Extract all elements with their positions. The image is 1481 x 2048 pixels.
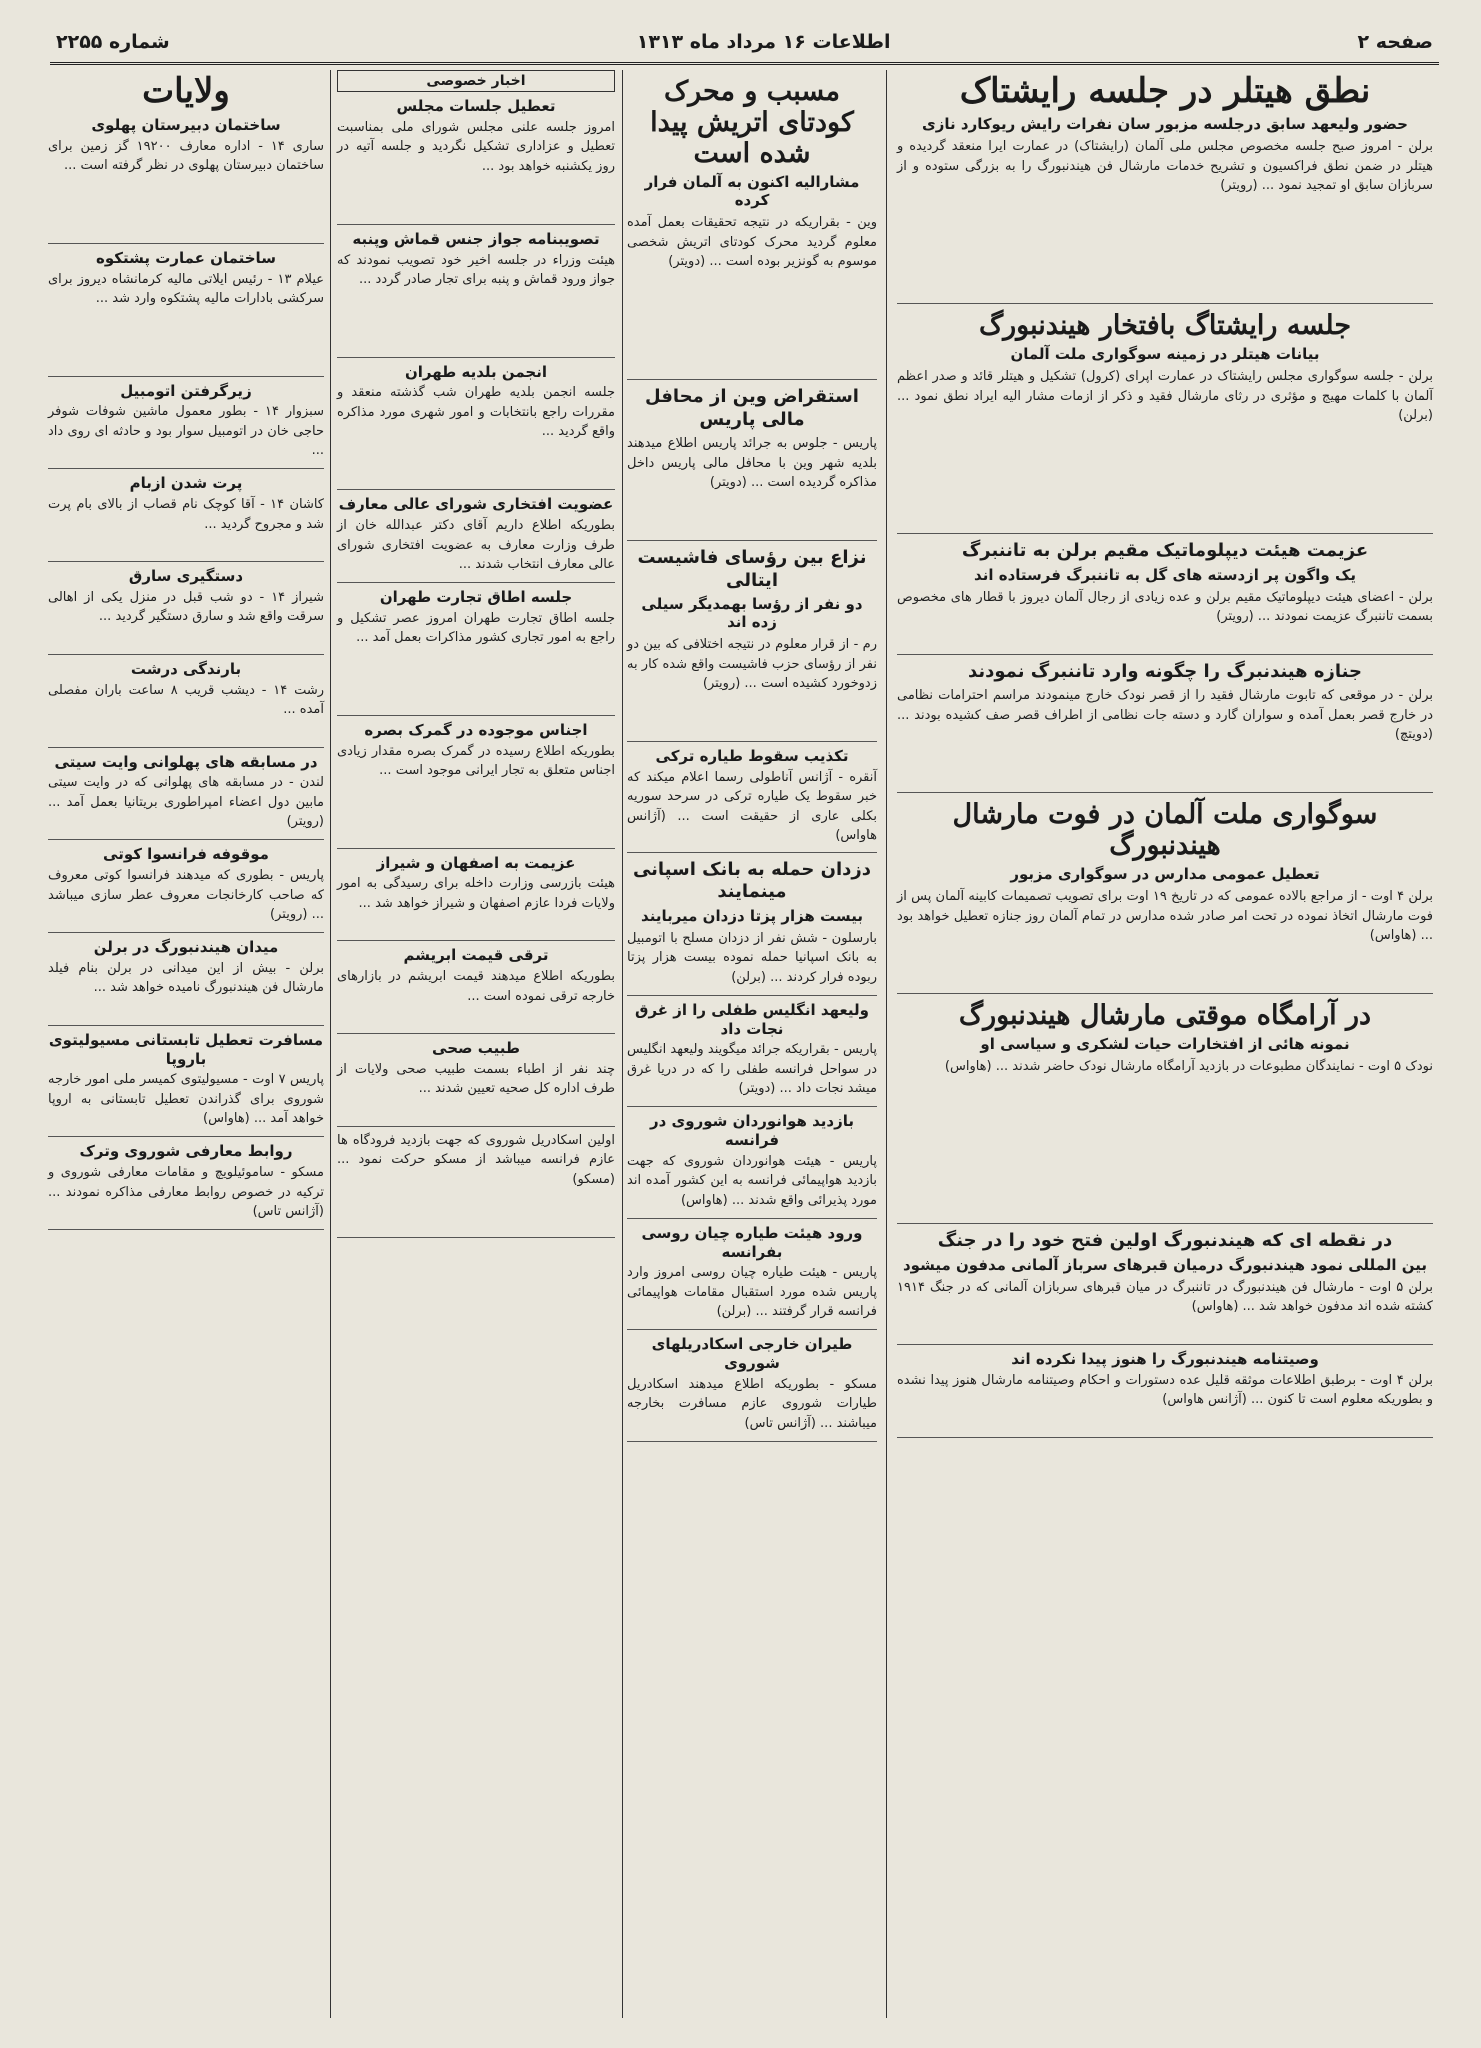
article-body: پاریس - هیئت طیاره چیان روسی امروز وارد پاریس شده مورد استقبال مقامات هواپیمائی فرانسه قرار گرفتند ... (برلن) [627, 1263, 877, 1330]
article-body: بطوریکه اطلاع رسیده در گمرک بصره مقدار زیادی اجناس متعلق به تجار ایرانی موجود است ... [337, 742, 615, 849]
headline: جلسه اطاق تجارت طهران [379, 588, 573, 606]
headline: در نقطه ای که هیندنبورگ اولین فتح خود را در جنگ [937, 1230, 1393, 1252]
deck: مشارالیه اکنون به آلمان فرار کرده [644, 173, 860, 210]
headline: نطق هیتلر در جلسه رایشتاک [959, 71, 1371, 111]
article-body: بطوریکه اطلاع میدهند قیمت ابریشم در بازارهای خارجه ترقی نموده است ... [337, 967, 615, 1034]
article-body: کاشان ۱۴ - آقا کوچک نام قصاب از بالای بام پرت شد و مجروح گردید ... [48, 495, 324, 562]
headline: بازدید هوانوردان شوروی در فرانسه [649, 1112, 855, 1150]
deck: حضور ولیعهد سابق درجلسه مزبور سان نفرات رایش ریوکارد نازی [922, 115, 1408, 134]
issue-info: اطلاعات ۱۶ مرداد ماه ۱۳۱۳ [636, 31, 891, 53]
article-body: برلن ۵ اوت - مارشال فن هیندنبورگ در تاننبرگ در میان قبرهای سربازان آلمانی که در جنگ ۱۹۱۴ کشته شده اند مدفون خواهد شد ... (هاواس) [897, 1278, 1433, 1345]
article-body: بطوریکه اطلاع داریم آقای دکتر عبدالله خان از طرف وزارت معارف به عضویت افتخاری شورای عالی معارف انتخاب شدند ... [337, 516, 615, 583]
headline: موقوفه فرانسوا کوتی [103, 845, 269, 864]
headline: پرت شدن ازبام [129, 474, 243, 493]
deck: بین المللی نمود هیندنبورگ درمیان قبرهای سرباز آلمانی مدفون میشود [902, 1255, 1427, 1274]
article-body: مسکو - بطوریکه اطلاع میدهند اسکادریل طیارات شوروی عازم مسافرت بخارجه میباشند ... (آژانس تاس) [627, 1375, 877, 1442]
article-body: مسکو - ساموئیلویچ و مقامات معارفی شوروی و ترکیه در خصوص روابط معارفی مذاکره نمودند ... (آژانس تاس) [48, 1163, 324, 1230]
headline: در مسابقه های پهلوانی وایت سیتی [54, 752, 318, 771]
article-body: سبزوار ۱۴ - بطور معمول ماشین شوفات شوفر حاجی خان در اتومبیل سوار بود و حادثه ای روی داد ... [48, 402, 324, 469]
headline: مسبب و محرک کودتای اتریش پیدا شده است [650, 76, 854, 170]
article-body: رم - از قرار معلوم در نتیجه اختلافی که بین دو نفر از رؤسای حزب فاشیست واقع شده کار به زدوخورد کشیده است ... (رویتر) [627, 635, 877, 742]
headline: در آرامگاه موقتی مارشال هیندنبورگ [958, 1000, 1372, 1032]
headline: میدان هیندنبورگ در برلن [93, 938, 279, 957]
article-body: عیلام ۱۳ - رئیس ایلاتی مالیه کرمانشاه دیروز برای سرکشی بادارات مالیه پشتکوه وارد شد ... [48, 270, 324, 377]
headline: ولیعهد انگلیس طفلی را از غرق نجات داد [635, 1000, 869, 1038]
headline: اجناس موجوده در گمرک بصره [364, 720, 588, 739]
article-body: بارسلون - شش نفر از دزدان مسلح با اتومبیل به بانک اسپانیا حمله نموده بیست هزار پزتا ربوده فرار کردند ... (برلن) [627, 929, 877, 996]
page-label: صفحه ۲ [1357, 31, 1433, 53]
headline: زیرگرفتن اتومبیل [120, 381, 252, 400]
article-body: ساری ۱۴ - اداره معارف ۱۹۲۰۰ گز زمین برای ساختمان دبیرستان پهلوی در نظر گرفته است ... [48, 137, 324, 244]
headline: تعطیل جلسات مجلس [396, 97, 556, 115]
article-body: جلسه اطاق تجارت طهران امروز عصر تشکیل و راجع به امور تجاری کشور مذاکرات بعمل آمد ... [337, 609, 615, 716]
article-body: هیئت بازرسی وزارت داخله برای رسیدگی به امور ولایات فردا عازم اصفهان و شیراز خواهد شد ... [337, 874, 615, 941]
article-body: پاریس ۷ اوت - مسیولیتوی کمیسر ملی امور خارجه شوروی برای گذراندن تعطیل تابستانی به اروپا خواهد آمد ... (هاواس) [48, 1070, 324, 1137]
article-body: برلن ۴ اوت - از مراجع بالاده عمومی که در تاریخ ۱۹ اوت برای تصویب تصمیمات کابینه آلمان پس از فوت مارشال اتخاذ نموده در تحت امر صادر شده مدارس در تمام آلمان روز جنازه تعطیل خواهد بود ... (هاواس) [897, 887, 1433, 994]
headline: ساختمان دبیرستان پهلوی [91, 116, 281, 135]
article-body: امروز جلسه علنی مجلس شورای ملی بمناسبت تعطیل و عزاداری تشکیل نگردید و جلسه آتیه در روز یکشنبه خواهد بود ... [337, 118, 615, 225]
headline: دستگیری سارق [128, 567, 244, 586]
article-body: پاریس - بقراریکه جرائد میگویند ولیعهد انگلیس در سواحل فرانسه طفلی را که در دریا غرق میشد نجات داد ... (دویتر) [627, 1040, 877, 1107]
headline: جلسه رایشتاگ بافتخار هیندنبورگ [978, 310, 1352, 342]
headline: طبیب صحی [432, 1039, 520, 1057]
deck: بیست هزار پزتا دزدان میربایند [641, 906, 863, 925]
article-body: جلسه انجمن بلدیه طهران شب گذشته منعقد و مقررات راجع بانتخابات و امور شهری مورد مذاکره واقع گردید ... [337, 383, 615, 490]
headline: وصیتنامه هیندنبورگ را هنوز پیدا نکرده اند [1011, 1349, 1319, 1368]
column-main-news [891, 70, 1439, 2018]
headline: دزدان حمله به بانک اسپانی مینمایند [632, 858, 872, 903]
column-provinces [42, 70, 330, 2018]
column-foreign-news [621, 70, 883, 2018]
article-body: برلن - امروز صبح جلسه مخصوص مجلس ملی آلمان (رایشتاک) در عمارت ایرا منعقد گردیده و هیتلر در ضمن نطق فراکسیون و تشریح خدمات مارشال فن هیندنبورگ را به بزرگی ستوده و از سربازان سابق او تمجید نمود ... (رویتر) [897, 137, 1433, 304]
article-body: نودک ۵ اوت - نمایندگان مطبوعات در بازدید آرامگاه مارشال نودک حاضر شدند ... (هاواس) [897, 1057, 1433, 1224]
headline: استقراض وین از محافل مالی پاریس [645, 386, 859, 430]
headline: طیران خارجی اسکادریلهای شوروی [651, 1335, 853, 1373]
headline: مسافرت تعطیل تابستانی مسیولیتوی باروپا [48, 1030, 324, 1068]
article-body: پاریس - جلوس به جرائد پاریس اطلاع میدهند بلدیه شهر وین با محافل مالی پاریس داخل مذاکره گردیده است ... (دویتر) [627, 434, 877, 541]
section-tag: اخبار خصوصی [337, 70, 615, 92]
headline: جنازه هیندنبرگ را چگونه وارد تاننبرگ نمودند [968, 660, 1362, 682]
article-body: پاریس - هیئت هوانوردان شوروی که جهت بازدید هواپیمائی فرانسه به این کشور آمده اند مورد پذیرائی واقع شدند ... (هاواس) [627, 1152, 877, 1219]
article-body: شیراز ۱۴ - دو شب قبل در منزل یکی از اهالی سرقت واقع شد و سارق دستگیر گردید ... [48, 588, 324, 655]
article-body: چند نفر از اطباء بسمت طبیب صحی ولایات از طرف اداره کل صحیه تعیین شدند ... [337, 1060, 615, 1127]
headline: ساختمان عمارت پشتکوه [96, 248, 276, 267]
article-body: برلن - جلسه سوگواری مجلس رایشتاک در عمارت اپرای (کرول) تشکیل و هیتلر قائد و صدر اعظم آلمان با کلمات مهیج و مؤثری در رثای مارشال فقید و ذکر از ازمات مشار الیه ایراد نطق نمود ... (برلن) [897, 367, 1433, 534]
deck: تعطیل عمومی مدارس در سوگواری مزبور [1010, 865, 1320, 884]
column-rule [886, 70, 887, 2018]
article-body: آنقره - آژانس آناطولی رسما اعلام میکند که خبر سقوط یک طیاره ترکی در سرحد سوریه بکلی عاری از حقیقت است ... (آژانس هاواس) [627, 768, 877, 853]
article-body: هیئت وزراء در جلسه اخیر خود تصویب نمودند که جواز ورود قماش و پنبه برای تجار صادر گردد ... [337, 251, 615, 358]
masthead [50, 22, 1439, 65]
article-body: برلن - در موقعی که تابوت مارشال فقید را از قصر نودک خارج مینمودند مراسم احترامات نظامی در خارج قصر بعمل آمده و سواران گارد و دسته جات نظامی از اطراف قصر صف کشیده بودند ... (دویتچ) [897, 686, 1433, 793]
headline: ترقی قیمت ابریشم [403, 946, 549, 965]
headline: تصویبنامه جواز جنس قماش وپنبه [352, 229, 600, 248]
issue-number: شماره ۲۲۵۵ [56, 31, 170, 53]
article-body: اولین اسکادریل شوروی که جهت بازدید فرودگاه ها عازم فرانسه میباشد از مسکو حرکت نمود ... (مسکو) [337, 1131, 615, 1238]
headline: روابط معارفی شوروی وترک [79, 1142, 293, 1161]
deck: دو نفر از رؤسا بهمدیگر سیلی زده اند [641, 595, 863, 632]
headline: ورود هیئت طیاره چیان روسی بفرانسه [641, 1223, 863, 1261]
headline: عزیمت هیئت دیپلوماتیک مقیم برلن به تاننبرگ [961, 540, 1369, 562]
deck: نمونه هائی از افتخارات حیات لشکری و سیاسی او [980, 1035, 1350, 1054]
section-headline: ولایات [142, 71, 230, 111]
headline: عزیمت به اصفهان و شیراز [376, 853, 576, 872]
headline: تکذیب سقوط طیاره ترکی [655, 747, 849, 766]
headline: انجمن بلدیه طهران [404, 362, 548, 381]
headline: نزاع بین رؤسای فاشیست ایتالی [637, 547, 867, 591]
deck: بیانات هیتلر در زمینه سوگواری ملت آلمان [1010, 345, 1320, 364]
headline: عضویت افتخاری شورای عالی معارف [338, 495, 614, 514]
article-body: برلن - بیش از این میدانی در برلن بنام فیلد مارشال فن هیندنبورگ نامیده خواهد شد ... [48, 959, 324, 1026]
column-local-news [331, 70, 621, 2018]
article-body: برلن ۴ اوت - برطبق اطلاعات موثقه قلیل عده دستورات و احکام وصیتنامه مارشال هنوز پیدا نشده و بطوریکه معلوم است تا کنون ... (آژانس هاواس) [897, 1371, 1433, 1438]
article-body: رشت ۱۴ - دیشب قریب ۸ ساعت باران مفصلی آمده ... [48, 681, 324, 748]
headline: سوگواری ملت آلمان در فوت مارشال هیندنبورگ [952, 799, 1378, 862]
article-body: پاریس - بطوری که میدهند فرانسوا کوتی معروف که صاحب کارخانجات معروف عطر سازی میباشد ... (رویتر) [48, 866, 324, 933]
article-body: لندن - در مسابقه های پهلوانی که در وایت سیتی مابین دول اعضاء امپراطوری بریتانیا بعمل آمد ... (رویتر) [48, 773, 324, 840]
deck: یک واگون پر ازدسته های گل به تاننبرگ فرستاده اند [974, 565, 1356, 584]
article-body: وین - بقراریکه در نتیجه تحقیقات بعمل آمده معلوم گردید محرک کودتای اتریش شخصی موسوم به گونزیر بوده است ... (دویتر) [627, 213, 877, 380]
headline: بارندگی درشت [130, 659, 242, 678]
article-body: برلن - اعضای هیئت دیپلوماتیک مقیم برلن و عده زیادی از رجال آلمان دیروز با قطار های مخصوص بسمت تاننبرگ عزیمت نمودند ... (رویتر) [897, 588, 1433, 655]
